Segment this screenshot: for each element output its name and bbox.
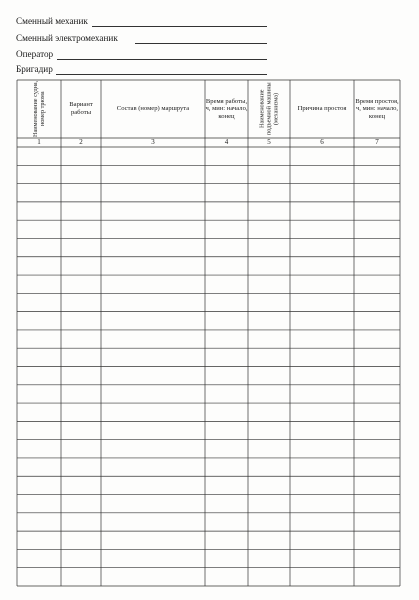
table-cell[interactable] (61, 312, 101, 330)
table-cell[interactable] (205, 184, 248, 202)
col-header-work-variant: Вариант работы (69, 101, 93, 116)
table-cell[interactable] (101, 568, 205, 586)
table-cell[interactable] (248, 348, 290, 366)
table-cell[interactable] (205, 330, 248, 348)
table-cell[interactable] (61, 513, 101, 531)
table-cell[interactable] (290, 275, 354, 293)
table-cell[interactable] (205, 385, 248, 403)
table-cell[interactable] (101, 257, 205, 275)
table-cell[interactable] (354, 385, 400, 403)
table-cell[interactable] (290, 220, 354, 238)
table-cell[interactable] (17, 403, 61, 421)
col-number: 2 (79, 138, 83, 146)
table-cell[interactable] (248, 549, 290, 567)
sig-label-operator: Оператор (16, 49, 54, 59)
table-cell[interactable] (17, 440, 61, 458)
table-cell[interactable] (205, 348, 248, 366)
table-cell[interactable] (290, 257, 354, 275)
table-cell[interactable] (205, 147, 248, 165)
table-cell[interactable] (101, 147, 205, 165)
table-cell[interactable] (290, 202, 354, 220)
table-cell[interactable] (101, 385, 205, 403)
table-cell[interactable] (205, 568, 248, 586)
table-cell[interactable] (61, 238, 101, 256)
table-cell[interactable] (205, 440, 248, 458)
table-cell[interactable] (354, 495, 400, 513)
table-cell[interactable] (354, 476, 400, 494)
table-cell[interactable] (61, 403, 101, 421)
table-cell[interactable] (101, 184, 205, 202)
table-cell[interactable] (101, 202, 205, 220)
table-cell[interactable] (354, 184, 400, 202)
table-cell[interactable] (61, 257, 101, 275)
table-cell[interactable] (101, 458, 205, 476)
table-cell[interactable] (290, 348, 354, 366)
table-cell[interactable] (248, 421, 290, 439)
table-cell[interactable] (290, 367, 354, 385)
table-cell[interactable] (61, 421, 101, 439)
table-cell[interactable] (61, 293, 101, 311)
table-cell[interactable] (205, 495, 248, 513)
col-number: 1 (37, 138, 41, 146)
table-cell[interactable] (205, 165, 248, 183)
table-cell[interactable] (101, 238, 205, 256)
table-cell[interactable] (248, 385, 290, 403)
col-header-work-time: Время работы, ч, мин: начало, конец (205, 97, 248, 120)
table-cell[interactable] (101, 275, 205, 293)
table-cell[interactable] (61, 348, 101, 366)
table-cell[interactable] (61, 367, 101, 385)
table-cell[interactable] (205, 476, 248, 494)
table-cell[interactable] (354, 293, 400, 311)
col-header-downtime: Время простоя, ч, мин: начало, конец (355, 97, 399, 120)
table-cell[interactable] (61, 549, 101, 567)
table-cell[interactable] (248, 330, 290, 348)
table-cell[interactable] (290, 476, 354, 494)
table-cell[interactable] (248, 312, 290, 330)
table-cell[interactable] (61, 458, 101, 476)
table-cell[interactable] (17, 184, 61, 202)
table-cell[interactable] (354, 568, 400, 586)
table-cell[interactable] (248, 495, 290, 513)
table-cell[interactable] (354, 513, 400, 531)
table-cell[interactable] (248, 458, 290, 476)
table-cell[interactable] (354, 202, 400, 220)
table-cell[interactable] (354, 421, 400, 439)
table-cell[interactable] (248, 513, 290, 531)
table-cell[interactable] (290, 312, 354, 330)
table-cell[interactable] (248, 165, 290, 183)
col-header-route: Состав (номер) маршрута (116, 105, 190, 113)
table-cell[interactable] (248, 257, 290, 275)
table-cell[interactable] (101, 476, 205, 494)
table-cell[interactable] (290, 549, 354, 567)
table-cell[interactable] (17, 568, 61, 586)
table-cell[interactable] (61, 495, 101, 513)
table-cell[interactable] (205, 458, 248, 476)
table-cell[interactable] (61, 220, 101, 238)
table-cell[interactable] (205, 202, 248, 220)
table-cell[interactable] (17, 257, 61, 275)
table-cell[interactable] (354, 440, 400, 458)
table-cell[interactable] (248, 238, 290, 256)
table-cell[interactable] (17, 238, 61, 256)
table-cell[interactable] (17, 549, 61, 567)
table-cell[interactable] (101, 440, 205, 458)
table-cell[interactable] (354, 403, 400, 421)
table-cell[interactable] (354, 238, 400, 256)
table-cell[interactable] (248, 367, 290, 385)
table-cell[interactable] (17, 312, 61, 330)
table-cell[interactable] (101, 495, 205, 513)
table-cell[interactable] (354, 367, 400, 385)
table-cell[interactable] (248, 275, 290, 293)
table-cell[interactable] (205, 257, 248, 275)
table-cell[interactable] (61, 275, 101, 293)
col-number: 7 (375, 138, 379, 146)
sig-label-shift-mechanic: Сменный механик (16, 16, 88, 26)
table-cell[interactable] (290, 147, 354, 165)
table-cell[interactable] (17, 275, 61, 293)
table-cell[interactable] (290, 531, 354, 549)
table-cell[interactable] (17, 220, 61, 238)
table-cell[interactable] (248, 403, 290, 421)
table-cell[interactable] (101, 330, 205, 348)
table-cell[interactable] (248, 293, 290, 311)
table-cell[interactable] (354, 549, 400, 567)
table-cell[interactable] (248, 476, 290, 494)
table-cell[interactable] (290, 330, 354, 348)
col-header-vessel: Наименование судна, номер трюма (32, 80, 46, 138)
table-cell[interactable] (290, 165, 354, 183)
table-cell[interactable] (205, 312, 248, 330)
table-cell[interactable] (17, 147, 61, 165)
table-cell[interactable] (205, 421, 248, 439)
table-cell[interactable] (354, 531, 400, 549)
table-cell[interactable] (61, 184, 101, 202)
table-cell[interactable] (205, 403, 248, 421)
table-cell[interactable] (354, 257, 400, 275)
table-cell[interactable] (17, 531, 61, 549)
table-cell[interactable] (248, 568, 290, 586)
table-cell[interactable] (205, 220, 248, 238)
table-cell[interactable] (101, 293, 205, 311)
table-cell[interactable] (248, 202, 290, 220)
table-cell[interactable] (205, 549, 248, 567)
table-cell[interactable] (205, 531, 248, 549)
table-cell[interactable] (248, 440, 290, 458)
sig-label-foreman: Бригадир (16, 64, 53, 74)
table-cell[interactable] (290, 184, 354, 202)
table-cell[interactable] (205, 513, 248, 531)
table-cell[interactable] (17, 367, 61, 385)
col-header-machine: Наименование подъемной машины (механизма) (258, 82, 280, 136)
table-cell[interactable] (101, 312, 205, 330)
table-cell[interactable] (354, 275, 400, 293)
table-cell[interactable] (290, 293, 354, 311)
table-cell[interactable] (101, 421, 205, 439)
table-cell[interactable] (17, 513, 61, 531)
table-cell[interactable] (290, 385, 354, 403)
table-cell[interactable] (17, 348, 61, 366)
table-cell[interactable] (205, 293, 248, 311)
table-cell[interactable] (354, 147, 400, 165)
table-cell[interactable] (290, 238, 354, 256)
table-cell[interactable] (17, 458, 61, 476)
table-cell[interactable] (290, 513, 354, 531)
table-cell[interactable] (101, 220, 205, 238)
table-cell[interactable] (61, 385, 101, 403)
table-cell[interactable] (61, 568, 101, 586)
table-cell[interactable] (61, 476, 101, 494)
table-cell[interactable] (17, 495, 61, 513)
table-cell[interactable] (248, 184, 290, 202)
table-cell[interactable] (205, 238, 248, 256)
table-cell[interactable] (17, 385, 61, 403)
table-cell[interactable] (61, 202, 101, 220)
table-cell[interactable] (101, 531, 205, 549)
table-cell[interactable] (290, 495, 354, 513)
table-cell[interactable] (290, 568, 354, 586)
table-cell[interactable] (290, 421, 354, 439)
col-number: 4 (224, 138, 229, 146)
table-cell[interactable] (17, 293, 61, 311)
table-cell[interactable] (205, 275, 248, 293)
sig-label-shift-electromechanic: Сменный электромеханик (16, 33, 118, 43)
table-cell[interactable] (354, 348, 400, 366)
table-cell[interactable] (101, 367, 205, 385)
table-cell[interactable] (101, 348, 205, 366)
table-cell[interactable] (290, 440, 354, 458)
col-number: 5 (267, 138, 271, 146)
col-number: 3 (151, 138, 155, 146)
table-cell[interactable] (354, 165, 400, 183)
table-cell[interactable] (61, 531, 101, 549)
table-cell[interactable] (17, 421, 61, 439)
table-cell[interactable] (17, 202, 61, 220)
table-cell[interactable] (17, 476, 61, 494)
table-cell[interactable] (101, 165, 205, 183)
table-cell[interactable] (248, 147, 290, 165)
table-cell[interactable] (61, 147, 101, 165)
table-cell[interactable] (354, 312, 400, 330)
table-cell[interactable] (101, 513, 205, 531)
table-cell[interactable] (354, 330, 400, 348)
col-header-downtime-reason: Причина простоя (297, 105, 347, 113)
table-cell[interactable] (290, 458, 354, 476)
table-cell[interactable] (17, 165, 61, 183)
table-cell[interactable] (61, 330, 101, 348)
table-cell[interactable] (101, 549, 205, 567)
table-cell[interactable] (101, 403, 205, 421)
table-cell[interactable] (290, 403, 354, 421)
table-cell[interactable] (248, 220, 290, 238)
table-cell[interactable] (248, 531, 290, 549)
table-cell[interactable] (17, 330, 61, 348)
table-cell[interactable] (205, 367, 248, 385)
table-cell[interactable] (354, 220, 400, 238)
table-cell[interactable] (61, 440, 101, 458)
table-cell[interactable] (354, 458, 400, 476)
col-number: 6 (320, 138, 324, 146)
table-cell[interactable] (61, 165, 101, 183)
